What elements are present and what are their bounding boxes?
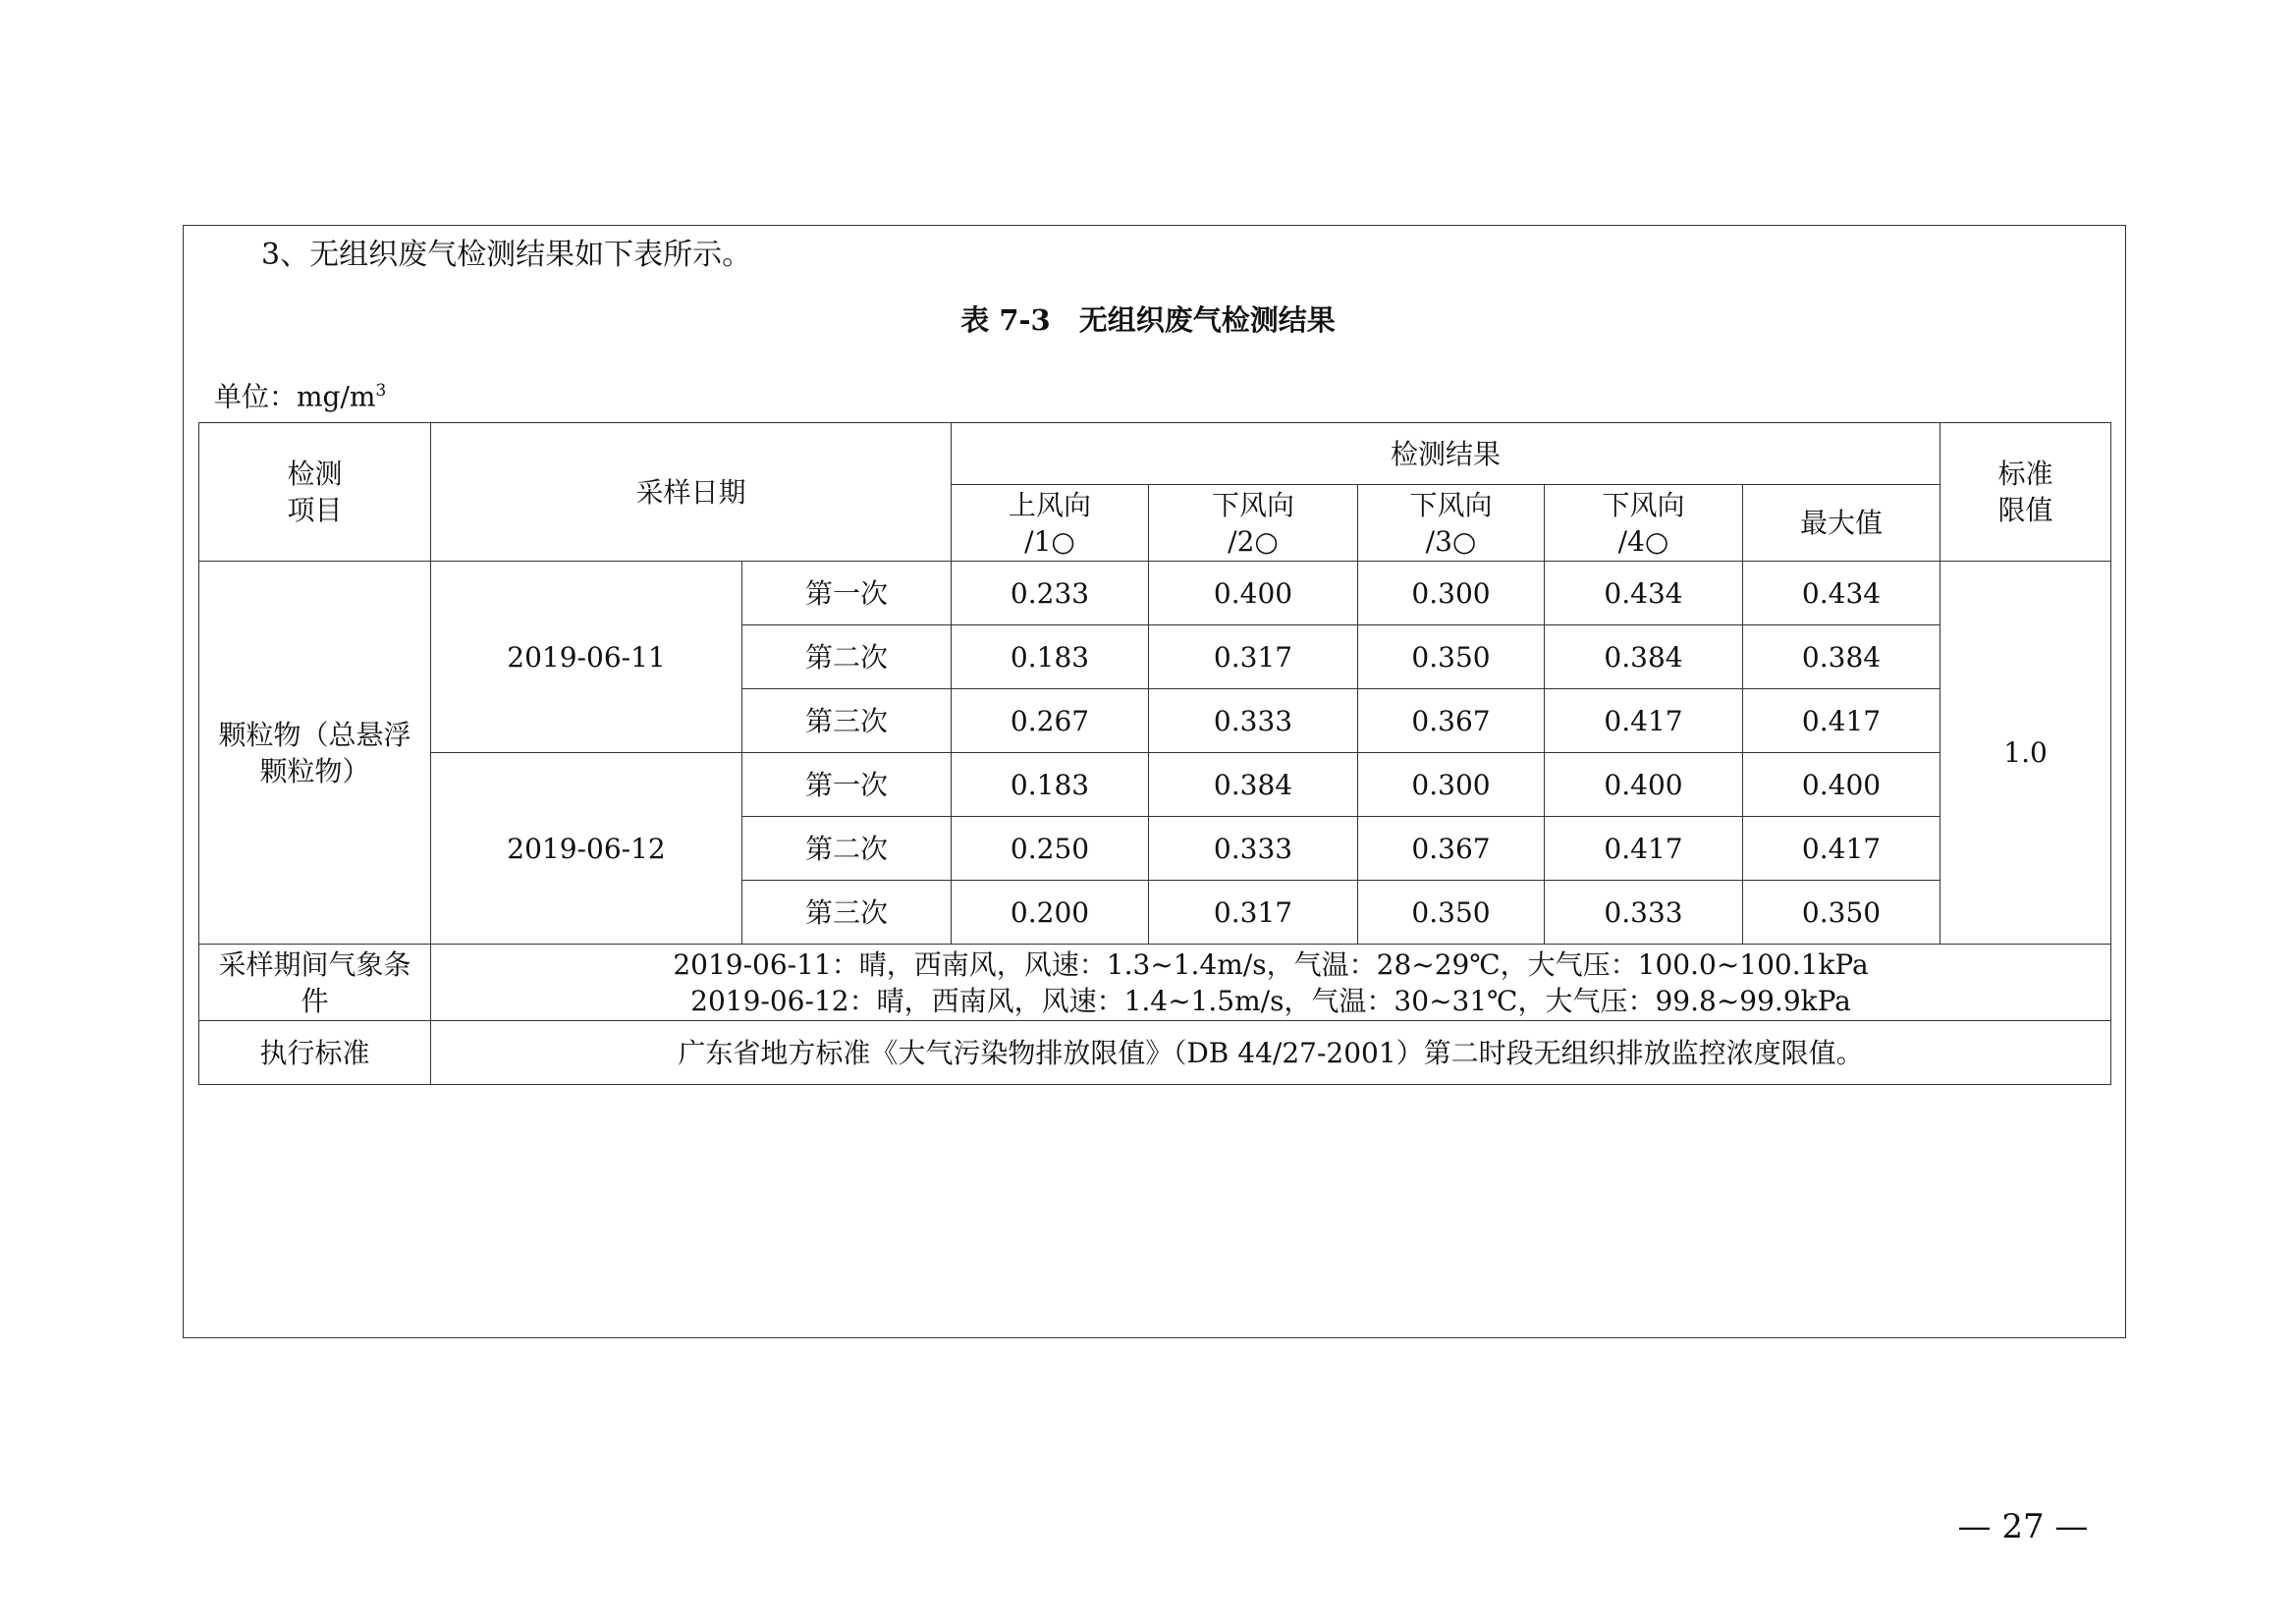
execution-standard-row [199,1021,2111,1085]
header-item-line1: 检测 [287,458,343,490]
header-col-line1: 下风向 [1212,488,1295,521]
header-col-line1: 上风向 [1009,488,1092,521]
value-cell: 0.317 [1149,881,1358,945]
header-col-downwind-3 [1358,485,1545,562]
weather-label [199,945,431,1021]
header-item-line2: 项目 [287,494,343,526]
value-cell: 0.300 [1358,562,1545,625]
weather-label-line2: 件 [301,984,329,1017]
value-cell: 0.417 [1545,689,1743,753]
table-row [199,753,2111,817]
intro-paragraph: 3、无组织废气检测结果如下表所示。 [261,238,752,272]
value-cell: 0.367 [1358,817,1545,881]
value-cell: 0.233 [952,562,1149,625]
standard-limit-cell: 1.0 [1941,562,2111,945]
value-cell: 0.250 [952,817,1149,881]
header-item [199,423,431,562]
results-table [198,422,2111,1085]
table-row [199,562,2111,625]
value-cell: 0.333 [1149,689,1358,753]
value-cell: 0.384 [1149,753,1358,817]
value-cell: 0.434 [1545,562,1743,625]
value-cell: 0.400 [1545,753,1743,817]
header-col-line1: 下风向 [1409,488,1493,521]
value-cell: 0.350 [1358,625,1545,689]
header-sample-date: 采样日期 [431,423,952,562]
weather-line2: 2019-06-12：晴，西南风，风速：1.4~1.5m/s，气温：30~31℃，大气压：99.8~99.9kPa [690,984,1851,1017]
weather-label-line1: 采样期间气象条 [218,947,411,981]
value-cell: 0.350 [1358,881,1545,945]
header-col-downwind-4 [1545,485,1743,562]
max-value-cell: 0.417 [1743,817,1941,881]
item-line1: 颗粒物（总悬浮 [218,718,411,751]
value-cell: 0.267 [952,689,1149,753]
value-cell: 0.367 [1358,689,1545,753]
header-results: 检测结果 [952,423,1941,485]
unit-text: 单位：mg/m [214,380,376,413]
header-col-line1: 下风向 [1602,488,1685,521]
weather-text [431,945,2111,1021]
date-cell: 2019-06-11 [431,562,742,753]
value-cell: 0.333 [1545,881,1743,945]
header-col-downwind-2 [1149,485,1358,562]
value-cell: 0.183 [952,625,1149,689]
execution-standard-label: 执行标准 [199,1021,431,1085]
header-col-line2: /3○ [1425,524,1477,558]
value-cell: 0.300 [1358,753,1545,817]
header-col-upwind-1 [952,485,1149,562]
header-col-line2: /1○ [1024,524,1075,558]
round-label: 第三次 [742,689,952,753]
weather-row [199,945,2111,1021]
value-cell: 0.417 [1545,817,1743,881]
item-cell [199,562,431,945]
header-col-max: 最大值 [1743,485,1941,562]
header-col-line2: /4○ [1617,524,1669,558]
max-value-cell: 0.384 [1743,625,1941,689]
max-value-cell: 0.400 [1743,753,1941,817]
weather-line1: 2019-06-11：晴，西南风，风速：1.3~1.4m/s，气温：28~29℃，大气压：100.0~100.1kPa [673,947,1869,981]
round-label: 第二次 [742,817,952,881]
value-cell: 0.333 [1149,817,1358,881]
unit-label [214,371,386,416]
header-col-line2: /2○ [1228,524,1279,558]
round-label: 第三次 [742,881,952,945]
max-value-cell: 0.417 [1743,689,1941,753]
unit-superscript: 3 [375,381,387,401]
table-title: 表 7-3 无组织废气检测结果 [960,303,1336,337]
header-standard [1941,423,2111,562]
value-cell: 0.384 [1545,625,1743,689]
header-standard-line1: 标准 [1997,458,2053,490]
round-label: 第二次 [742,625,952,689]
round-label: 第一次 [742,753,952,817]
date-cell: 2019-06-12 [431,753,742,945]
max-value-cell: 0.434 [1743,562,1941,625]
value-cell: 0.400 [1149,562,1358,625]
round-label: 第一次 [742,562,952,625]
value-cell: 0.183 [952,753,1149,817]
page-number: — 27 — [1957,1507,2089,1546]
value-cell: 0.317 [1149,625,1358,689]
header-row-top [199,423,2111,485]
item-line2: 颗粒物） [259,754,370,787]
max-value-cell: 0.350 [1743,881,1941,945]
execution-standard-text: 广东省地方标准《大气污染物排放限值》（DB 44/27-2001）第二时段无组织排放监控浓度限值。 [431,1021,2111,1085]
header-standard-line2: 限值 [1997,494,2053,526]
value-cell: 0.200 [952,881,1149,945]
